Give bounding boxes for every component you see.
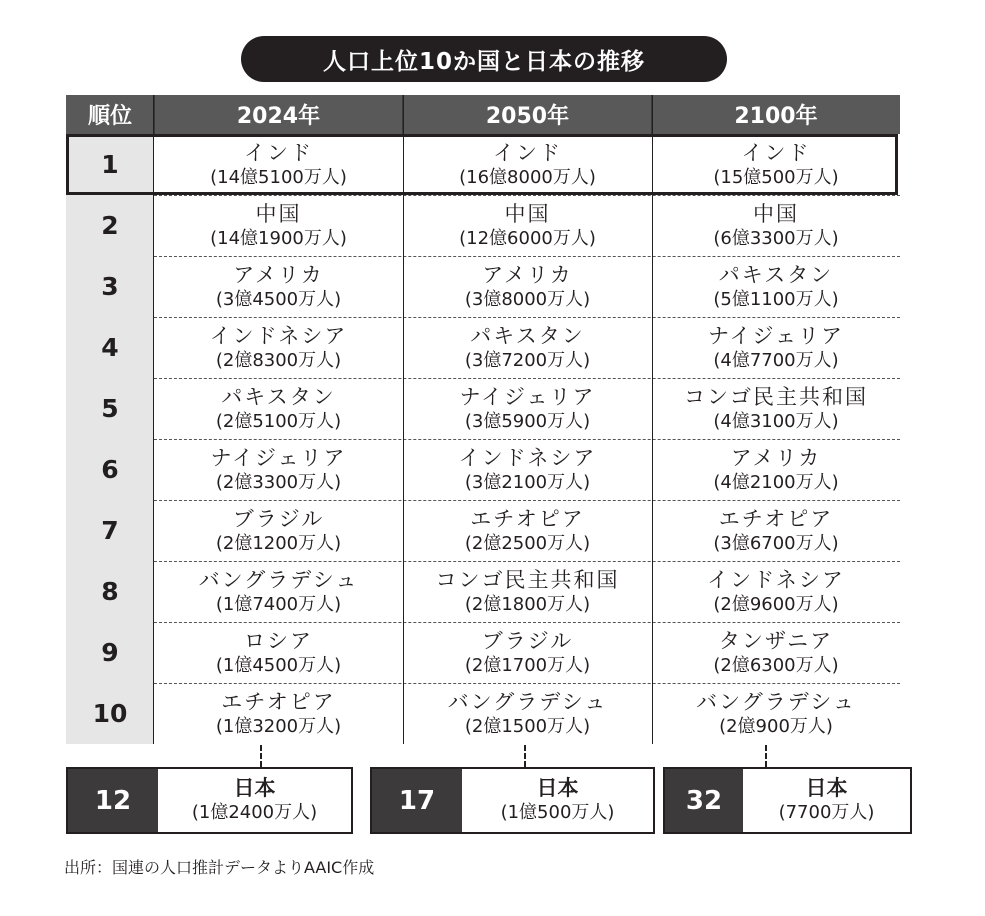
population-value: (15億500万人) bbox=[713, 166, 839, 188]
country-name: パキスタン bbox=[470, 323, 585, 348]
country-name: アメリカ bbox=[730, 445, 822, 470]
row-divider bbox=[154, 195, 900, 196]
population-value: (16億8000万人) bbox=[459, 166, 596, 188]
table-cell bbox=[652, 439, 900, 500]
table-cell bbox=[403, 683, 652, 744]
population-value: (2億3300万人) bbox=[215, 471, 342, 493]
country-name: ナイジェリア bbox=[707, 323, 845, 348]
japan-box-2024 bbox=[66, 767, 353, 834]
country-name: 中国 bbox=[504, 201, 551, 226]
population-value: (5億1100万人) bbox=[713, 288, 839, 310]
japan-population: (1億2400万人) bbox=[191, 802, 318, 823]
table-cell bbox=[403, 195, 652, 256]
source-note: 出所：国連の人口推計データよりAAIC作成 bbox=[64, 858, 375, 877]
japan-population: (1億500万人) bbox=[500, 802, 615, 823]
country-name: バングラデシュ bbox=[447, 689, 608, 714]
population-value: (2億1500万人) bbox=[464, 715, 591, 737]
population-value: (2億5100万人) bbox=[215, 410, 342, 432]
country-name: パキスタン bbox=[718, 262, 834, 287]
row-divider bbox=[154, 256, 900, 257]
country-name: タンザニア bbox=[718, 628, 834, 653]
japan-box-2100 bbox=[663, 767, 912, 834]
row-divider bbox=[154, 622, 900, 623]
population-value: (1億4500万人) bbox=[215, 654, 342, 676]
japan-population: (7700万人) bbox=[778, 802, 875, 823]
population-value: (3億8000万人) bbox=[464, 288, 591, 310]
country-name: ロシア bbox=[244, 628, 313, 653]
country-name: インドネシア bbox=[707, 567, 845, 592]
country-name: コンゴ民主共和国 bbox=[435, 567, 620, 592]
rank-number: 9 bbox=[101, 638, 119, 667]
population-value: (2億900万人) bbox=[719, 715, 833, 737]
japan-name: 日本 bbox=[536, 776, 579, 800]
country-name: ナイジェリア bbox=[459, 384, 596, 409]
population-value: (1億7400万人) bbox=[215, 593, 342, 615]
country-name: バングラデシュ bbox=[198, 567, 359, 592]
japan-box-2050 bbox=[370, 767, 655, 834]
table-cell bbox=[154, 622, 403, 683]
table-cell bbox=[154, 256, 403, 317]
population-value: (4億3100万人) bbox=[713, 410, 839, 432]
table-cell bbox=[403, 378, 652, 439]
table-cell bbox=[652, 622, 900, 683]
rank-header: 順位 bbox=[66, 95, 154, 134]
population-value: (14億5100万人) bbox=[210, 166, 347, 188]
rank-number: 4 bbox=[101, 333, 119, 362]
rank-number: 6 bbox=[101, 455, 119, 484]
table-cell bbox=[154, 561, 403, 622]
population-value: (3億6700万人) bbox=[713, 532, 839, 554]
row-divider bbox=[154, 439, 900, 440]
japan-rank: 32 bbox=[665, 769, 743, 832]
row-divider bbox=[154, 683, 900, 684]
country-name: エチオピア bbox=[221, 689, 336, 714]
country-name: パキスタン bbox=[221, 384, 336, 409]
population-value: (3億5900万人) bbox=[464, 410, 591, 432]
rank-number: 8 bbox=[101, 577, 119, 606]
table-cell bbox=[154, 317, 403, 378]
population-value: (4億2100万人) bbox=[713, 471, 839, 493]
table-cell bbox=[652, 378, 900, 439]
country-name: バングラデシュ bbox=[696, 689, 856, 714]
rank-number: 1 bbox=[101, 150, 119, 179]
country-name: インドネシア bbox=[209, 323, 348, 348]
population-value: (2億9600万人) bbox=[713, 593, 839, 615]
row-divider bbox=[154, 500, 900, 501]
population-value: (2億8300万人) bbox=[215, 349, 342, 371]
table-cell bbox=[652, 317, 900, 378]
table-cell bbox=[403, 500, 652, 561]
japan-name: 日本 bbox=[805, 776, 848, 800]
rank-number: 2 bbox=[101, 211, 119, 240]
country-name: ブラジル bbox=[481, 628, 574, 653]
population-value: (2億6300万人) bbox=[713, 654, 839, 676]
year-header-2050: 2050年 bbox=[403, 95, 652, 134]
table-cell bbox=[403, 317, 652, 378]
country-name: インドネシア bbox=[458, 445, 597, 470]
chart-title: 人口上位10か国と日本の推移 bbox=[241, 36, 727, 82]
table-cell bbox=[403, 256, 652, 317]
row-divider bbox=[154, 561, 900, 562]
country-name: コンゴ民主共和国 bbox=[684, 384, 868, 409]
continuation-dash bbox=[765, 745, 767, 767]
population-value: (3億4500万人) bbox=[215, 288, 342, 310]
table-cell bbox=[652, 561, 900, 622]
country-name: ブラジル bbox=[232, 506, 325, 531]
table-cell bbox=[403, 439, 652, 500]
country-name: インド bbox=[741, 140, 811, 165]
country-name: インド bbox=[244, 140, 313, 165]
japan-rank: 17 bbox=[372, 769, 462, 832]
country-name: アメリカ bbox=[482, 262, 573, 287]
japan-rank: 12 bbox=[68, 769, 158, 832]
country-name: インド bbox=[493, 140, 562, 165]
table-cell bbox=[154, 500, 403, 561]
population-value: (3億2100万人) bbox=[464, 471, 591, 493]
continuation-dash bbox=[524, 745, 526, 767]
table-cell bbox=[403, 622, 652, 683]
table-cell bbox=[652, 256, 900, 317]
table-cell bbox=[154, 439, 403, 500]
country-name: 中国 bbox=[753, 201, 799, 226]
table-cell bbox=[154, 683, 403, 744]
population-value: (2億1700万人) bbox=[464, 654, 591, 676]
population-value: (2億1800万人) bbox=[464, 593, 591, 615]
year-header-2024: 2024年 bbox=[154, 95, 403, 134]
table-cell bbox=[652, 500, 900, 561]
population-value: (2億1200万人) bbox=[215, 532, 342, 554]
rank-number: 5 bbox=[101, 394, 119, 423]
table-cell bbox=[154, 378, 403, 439]
country-name: 中国 bbox=[255, 201, 302, 226]
population-value: (3億7200万人) bbox=[464, 349, 591, 371]
rank-number: 3 bbox=[101, 272, 119, 301]
population-value: (14億1900万人) bbox=[210, 227, 347, 249]
table-cell bbox=[403, 561, 652, 622]
country-name: エチオピア bbox=[718, 506, 834, 531]
country-name: アメリカ bbox=[233, 262, 324, 287]
top-rank-highlight bbox=[66, 134, 898, 195]
row-divider bbox=[154, 317, 900, 318]
rank-number: 10 bbox=[92, 699, 128, 728]
population-value: (6億3300万人) bbox=[713, 227, 839, 249]
rank-number: 7 bbox=[101, 516, 119, 545]
country-name: エチオピア bbox=[470, 506, 585, 531]
year-header-2100: 2100年 bbox=[652, 95, 900, 134]
population-value: (4億7700万人) bbox=[713, 349, 839, 371]
population-value: (12億6000万人) bbox=[459, 227, 596, 249]
country-name: ナイジェリア bbox=[210, 445, 347, 470]
population-value: (1億3200万人) bbox=[215, 715, 342, 737]
japan-name: 日本 bbox=[233, 776, 276, 800]
row-divider bbox=[154, 378, 900, 379]
table-cell bbox=[652, 195, 900, 256]
table-cell bbox=[154, 195, 403, 256]
table-cell bbox=[652, 683, 900, 744]
continuation-dash bbox=[260, 745, 262, 767]
population-value: (2億2500万人) bbox=[464, 532, 591, 554]
